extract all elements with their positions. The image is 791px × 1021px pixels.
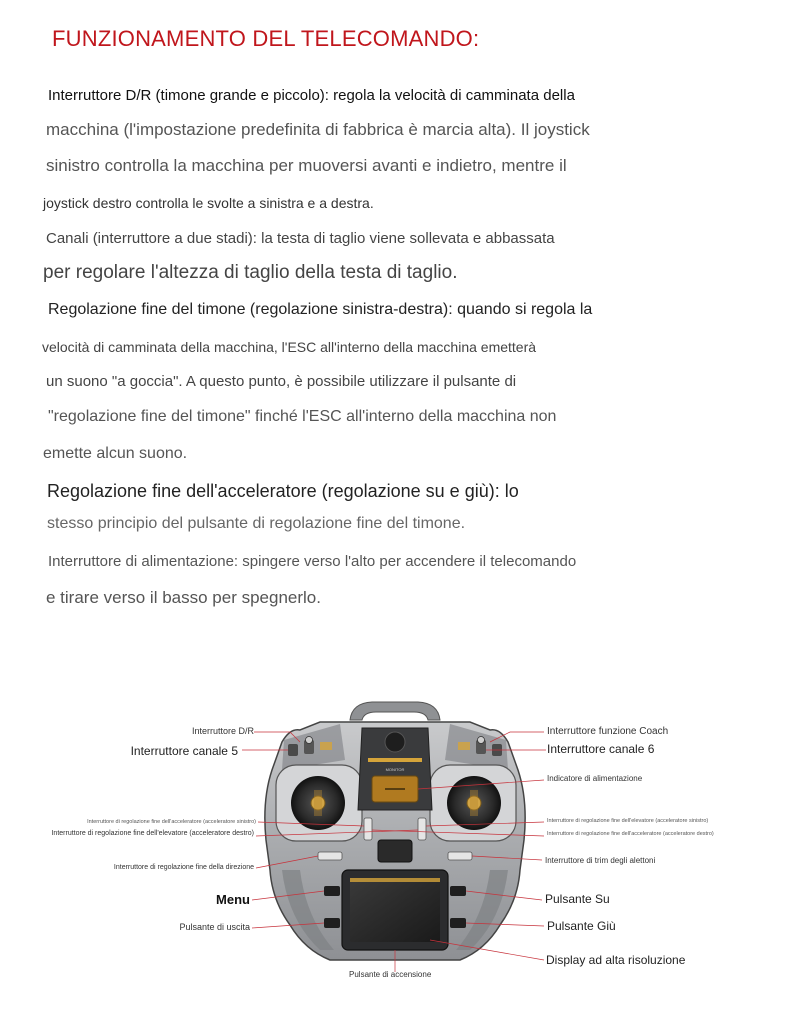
text-line: e tirare verso il basso per spegnerlo. xyxy=(46,588,321,607)
label-channel6: Interruttore canale 6 xyxy=(547,742,655,756)
label-elevator-trim-right: Interruttore di regolazione fine dell'elevatore (acceleratore destro) xyxy=(51,830,254,837)
page-title: FUNZIONAMENTO DEL TELECOMANDO: xyxy=(52,26,480,51)
text-line: emette alcun suono. xyxy=(43,445,188,462)
label-channel5: Interruttore canale 5 xyxy=(130,744,238,758)
text-line: "regolazione fine del timone" finché l'ESC all'interno della macchina non xyxy=(48,408,557,425)
label-throttle-trim-left: Interruttore di regolazione fine dell'acceleratore (acceleratore sinistro) xyxy=(87,819,256,825)
monitor-label: MONITOR xyxy=(385,767,405,772)
label-direction-trim: Interruttore di regolazione fine della direzione xyxy=(113,864,254,871)
text-line: sinistro controlla la macchina per muoversi avanti e indietro, mentre il xyxy=(46,156,567,175)
text-line: un suono "a goccia". A questo punto, è possibile utilizzare il pulsante di xyxy=(46,373,517,390)
text-line: Interruttore di alimentazione: spingere verso l'alto per accendere il telecomando xyxy=(48,553,577,570)
text-line: Interruttore D/R (timone grande e piccolo): regola la velocità di camminata della xyxy=(48,87,575,104)
label-exit-button: Pulsante di uscita xyxy=(179,922,250,932)
label-down-button: Pulsante Giù xyxy=(547,919,616,933)
text-line: velocità di camminata della macchina, l'ESC all'interno della macchina emetterà xyxy=(42,339,537,355)
text-line: joystick destro controlla le svolte a sinistra e a destra. xyxy=(43,195,374,211)
label-throttle-trim-right: Interruttore di regolazione fine dell'acceleratore (acceleratore destro) xyxy=(547,831,714,837)
label-power-button: Pulsante di accensione xyxy=(349,970,432,979)
text-line: Canali (interruttore a due stadi): la testa di taglio viene sollevata e abbassata xyxy=(46,230,555,247)
text-line: Regolazione fine del timone (regolazione sinistra-destra): quando si regola la xyxy=(48,301,593,318)
text-line: per regolare l'altezza di taglio della testa di taglio. xyxy=(43,262,458,283)
text-line: Regolazione fine dell'acceleratore (regolazione su e giù): lo xyxy=(47,481,519,501)
label-menu: Menu xyxy=(216,892,250,907)
label-up-button: Pulsante Su xyxy=(545,892,610,906)
label-dr-switch: Interruttore D/R xyxy=(191,726,254,736)
label-coach-switch: Interruttore funzione Coach xyxy=(547,726,669,737)
text-line: macchina (l'impostazione predefinita di fabbrica è marcia alta). Il joystick xyxy=(46,120,590,139)
label-elevator-trim-left: Interruttore di regolazione fine dell'elevatore (acceleratore sinistro) xyxy=(547,818,709,824)
text-line: stesso principio del pulsante di regolazione fine del timone. xyxy=(47,515,466,532)
label-power-indicator: Indicatore di alimentazione xyxy=(547,774,643,783)
label-aileron-trim: Interruttore di trim degli alettoni xyxy=(545,856,656,865)
label-display: Display ad alta risoluzione xyxy=(546,953,686,967)
